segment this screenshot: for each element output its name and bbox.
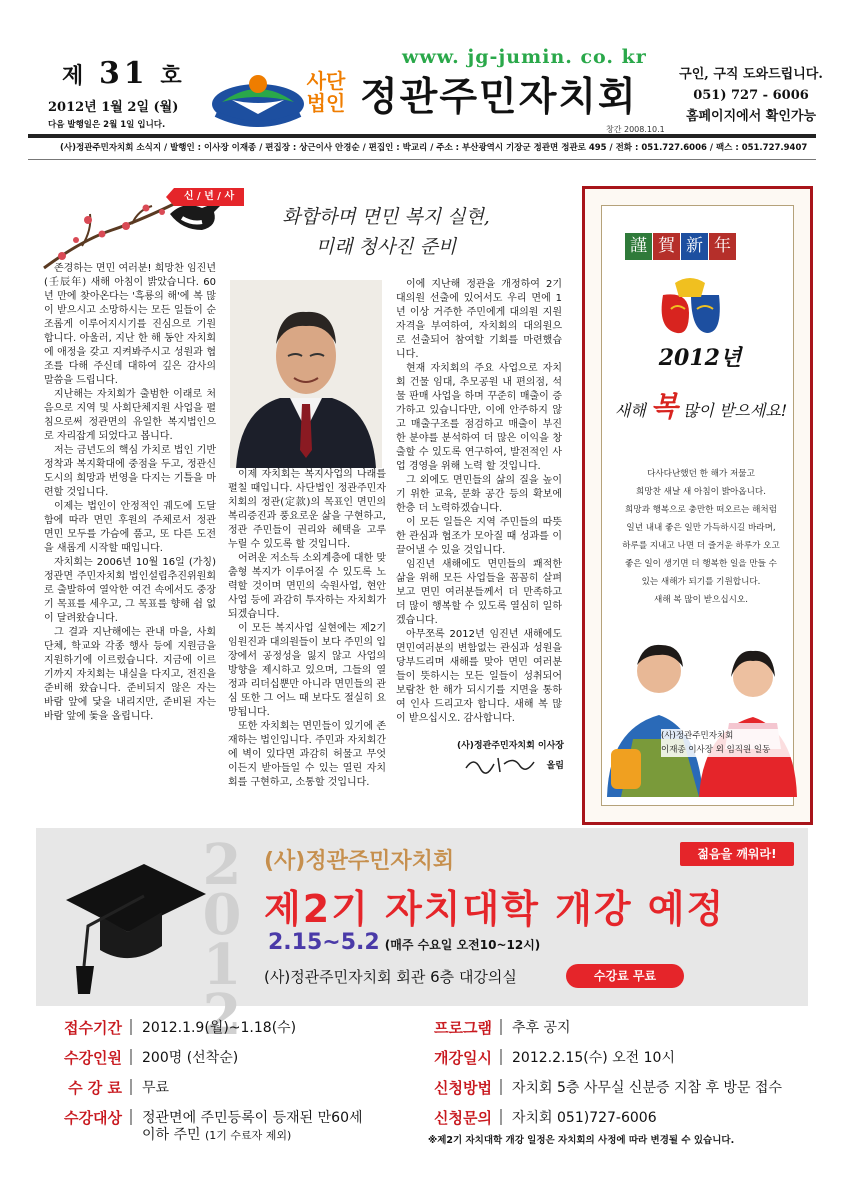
info-value: 200명 (선착순) (142, 1050, 239, 1066)
info-row (42, 1042, 363, 1072)
article-column-1 (44, 262, 216, 724)
section-tag: 신 / 년 / 사 (174, 188, 244, 206)
free-tuition-badge: 수강료 무료 (566, 964, 684, 988)
issue-number-value: 31 (98, 56, 149, 91)
card-sign-staff: 이재종 이사장 외 임직원 일동 (661, 745, 771, 755)
paragraph: 이 모든 복지사업 실현에는 제2기 임원진과 대의원들이 보다 주민의 입장에서 공정성을 잃지 않고 사업의 방향을 제시하고 있으며, 그들의 열정과 리더십뿐만 아니라 면민들의 관심 또한 그 어느 때 보다도 절실히 요망됩니다. (228, 623, 386, 718)
signature-suffix: 올림 (546, 761, 564, 771)
lucky-pouch-icon (655, 273, 725, 335)
banner-org: (사)정관주민자치회 (264, 849, 455, 874)
info-divider (500, 1049, 502, 1065)
poem-line: 좋은 일이 생기면 더 행복한 일을 만들 수 (625, 559, 777, 569)
schedule: (매주 수요일 오전10~12시) (384, 938, 541, 952)
graduation-cap-icon (66, 846, 206, 996)
poem-line: 있는 새해가 되기를 기원합니다. (641, 577, 761, 587)
org-name-title: 정관주민자치회 (360, 75, 638, 120)
info-value: 자치회 051)727-6006 (512, 1110, 657, 1126)
info-divider (130, 1049, 132, 1065)
card-greeting (611, 385, 791, 425)
hanbok-couple-illustration (603, 619, 799, 797)
card-poem (603, 465, 799, 609)
info-label: 수강대상 (64, 1108, 122, 1127)
article-headline (236, 202, 536, 262)
org-type-line2: 법인 (306, 91, 346, 115)
info-value: 자치회 5층 사무실 신분증 지참 후 방문 접수 (512, 1080, 782, 1096)
info-value: 추후 공지 (512, 1020, 571, 1036)
info-divider (130, 1019, 132, 1035)
year-vertical-text (186, 832, 258, 1048)
card-signature (661, 729, 791, 757)
headline-line1: 화합하며 면민 복지 실현, (282, 206, 490, 228)
info-row (412, 1072, 782, 1102)
info-label: 신청문의 (434, 1108, 492, 1127)
chairman-photo (230, 280, 382, 468)
year-vertical: 2012 (202, 832, 242, 1048)
org-type-line1: 사단 (306, 69, 346, 93)
paragraph: 존경하는 면민 여러분! 희망찬 임진년(壬辰年) 새해 아침이 밝았습니다. 60년 만에 찾아온다는 '흑룡의 해'에 복 많이 받으시고 소망하시는 모든 일들이 순조롭게 이루어지시기를 진심으로 기원합니다. 아울러, 지난 한 해 동안 자치회에 애정을 갖고 지켜봐주시고 성원과 협조를 다해 주신데 대하여 깊은 감사의 말씀을 드립니다. (44, 263, 216, 386)
hanja-char: 賀 (653, 233, 680, 260)
paragraph: 자치회는 2006년 10월 16일 (가칭) 정관면 주민자치회 법인설립추진위원회로 출발하여 열악한 여건 속에서도 중장기 목표를 세우고, 그 목표를 향해 쉼 없이 달려왔습니다. (44, 557, 216, 624)
info-divider (130, 1109, 132, 1125)
job-promo-box (678, 64, 824, 127)
issue-number (62, 56, 186, 91)
info-label: 개강일시 (434, 1048, 492, 1067)
paragraph: 아무쪼록 2012년 임진년 새해에도 면민여러분의 변함없는 관심과 성원을 당부드리며 새해를 맞아 면민 여러분들이 뜻하시는 모든 일들이 성취되어 보람찬 한 해가 되시기를 지면을 통하여 인사 드리고자 합니다. 새해 복 많이 받으십시오. 감사합니다. (396, 629, 562, 724)
poem-line: 희망찬 새날 새 아침이 밝아옵니다. (636, 487, 766, 497)
paragraph: 현재 자치회의 주요 사업으로 자치회 건물 임대, 추모공원 내 편의점, 석물 판매 사업을 하며 꾸준히 매출이 증가하고 있습니다만, 이에 안주하지 않고 매출구조를 점검하고 매출이 부진한 분야를 분석하여 더 많은 이익을 창출할 수 있도록 연구하여, 발전적인 사업 경영을 위해 노력 할 것입니다. (396, 363, 562, 472)
card-year: 2012년 (658, 345, 742, 371)
paragraph: 그 결과 지난해에는 관내 마을, 사회단체, 학교와 각종 행사 등에 지원금을 지원하기에 이르렀습니다. 지금에 이르기까지 자치회는 내실을 다지고, 전진을 준비해 왔습니다. 준비되지 않은 자는 바람 앞에 닻을 내리지만, 준비된 자는 바람 앞에 돛을 올립니다. (44, 627, 216, 722)
info-divider (500, 1079, 502, 1095)
info-value: 2012.1.9(월)~1.18(수) (142, 1020, 297, 1036)
banner-title: 제2기 자치대학 개강 예정 (264, 887, 726, 931)
poem-line: 희망과 행복으로 충만한 떠오르는 해처럼 (624, 505, 778, 515)
poem-line: 하루를 지내고 나면 더 즐거운 하루가 오고 (622, 541, 780, 551)
info-label: 접수기간 (64, 1018, 122, 1037)
handwritten-signature-icon (464, 754, 544, 776)
founded-date: 창간 2008.10.1 (606, 125, 665, 134)
info-list-left (42, 1012, 363, 1145)
promo-line3: 홈페이지에서 확인가능 (685, 109, 817, 124)
schedule-change-note: ※제2기 자치대학 개강 일정은 자치회의 사정에 따라 변경될 수 있습니다. (428, 1135, 735, 1146)
info-list-right (412, 1012, 782, 1132)
info-value: 정관면에 주민등록이 등재된 만60세 (142, 1110, 363, 1126)
paragraph: 이제 자치회는 복지사업의 나래를 펼칠 때입니다. 사단법인 정관주민자치회의 정관(定款)의 목표인 면민의 복리증진과 풍요로운 삶을 구현하고, 정관 주민들이 권리와 혜택을 고루 누릴 수 있도록 할 것입니다. (228, 469, 386, 550)
info-row (42, 1012, 363, 1042)
portrait-illustration (230, 280, 382, 468)
banner-badge: 젊음을 깨워라! (680, 842, 794, 866)
info-value-line2: 이하 주민 (142, 1127, 201, 1143)
masthead-divider-thin (28, 159, 816, 160)
poem-line: 새해 복 많이 받으십시오. (654, 595, 748, 605)
info-value-sub: (1기 수료자 제외) (205, 1129, 292, 1142)
greeting-bok: 복 (650, 390, 678, 423)
banner-dates (268, 930, 540, 955)
info-row (42, 1072, 363, 1102)
org-logo-icon (208, 70, 308, 132)
publisher-info: (사)정관주민자치회 소식지 / 발행인 : 이사장 이재종 / 편집장 : 상근이사 안경순 / 편집인 : 박교리 / 주소 : 부산광역시 기장군 정관면 정관로 495 / 전화 : 051.727.6006 / 팩스 : 051.727.9407 (60, 143, 808, 153)
info-divider (500, 1019, 502, 1035)
banner-venue: (사)정관주민자치회 회관 6층 대강의실 (264, 968, 517, 986)
greeting-pre: 새해 (614, 401, 646, 420)
issue-prefix: 제 (62, 63, 88, 89)
paragraph: 어려운 저소득 소외계층에 대한 맞춤형 복지가 이루어질 수 있도록 노력할 것이며 면민의 숙원사업, 현안사업 등에 과감히 투자하는 자치회가 되겠습니다. (228, 553, 386, 620)
info-label: 수 강 료 (68, 1078, 122, 1097)
article-column-3 (396, 278, 562, 726)
autonomy-college-banner (36, 828, 808, 1182)
paragraph: 저는 금년도의 핵심 가치로 법인 기반 정착과 복지확대에 중점을 두고, 정관신도시의 희망과 번영을 다지는 기틀을 마련할 것입니다. (44, 445, 216, 498)
paragraph: 지난해는 자치회가 출범한 이래로 처음으로 지역 및 사회단체지원 사업을 펼침으로써 정관면의 유일한 복지법인으로 자리잡게 되었다고 봅니다. (44, 389, 216, 442)
greeting-post: 많이 받으세요! (682, 401, 788, 420)
info-label: 수강인원 (64, 1048, 122, 1067)
info-row (412, 1042, 782, 1072)
poem-line: 다사다난했던 한 해가 저물고 (647, 469, 755, 479)
article-column-2 (228, 468, 386, 790)
info-label: 신청방법 (434, 1078, 492, 1097)
masthead-divider (28, 134, 816, 138)
next-issue-note: 다음 발행일은 2월 1일 입니다. (48, 120, 166, 130)
issue-suffix: 호 (160, 63, 186, 89)
masthead (0, 0, 842, 168)
promo-line1: 구인, 구직 도와드립니다. (679, 67, 823, 82)
info-value: 무료 (142, 1080, 170, 1096)
hanja-char: 新 (681, 233, 708, 260)
paragraph: 이 모든 일들은 지역 주민들의 따뜻한 관심과 협조가 모아질 때 성과를 이끌어낼 수 있을 것입니다. (396, 517, 562, 556)
card-hanja-title (625, 233, 737, 260)
card-sign-org: (사)정관주민자치회 (661, 731, 734, 741)
org-type-label (296, 70, 356, 114)
poem-line: 일년 내내 좋은 일만 가득하시길 바라며, (626, 523, 776, 533)
signature (440, 754, 564, 776)
date-range: 2.15~5.2 (268, 930, 380, 955)
new-year-greeting-card (582, 186, 813, 825)
info-row (412, 1102, 782, 1132)
info-row (412, 1012, 782, 1042)
info-value: 2012.2.15(수) 오전 10시 (512, 1050, 675, 1066)
signature-org: (사)정관주민자치회 이사장 (457, 741, 564, 751)
website-link[interactable]: www. jg-jumin. co. kr (402, 46, 647, 68)
info-label: 프로그램 (434, 1018, 492, 1037)
paragraph: 또한 자치회는 면민들이 있기에 존재하는 법인입니다. 주민과 자치회간에 벽이 있다면 과감히 허물고 무엇이든지 받아들일 수 있는 열린 자치회를 구현하고, 소통할 것입니다. (228, 721, 386, 788)
hanja-char: 謹 (625, 233, 652, 260)
paragraph: 이제는 법인이 안정적인 궤도에 도달함에 따라 면민 후원의 주체로서 정관 면민 모두를 가슴에 품고, 또 다른 도전을 새롭게 시작할 때입니다. (44, 501, 216, 554)
info-value-continued (42, 1126, 363, 1145)
paragraph: 이에 지난해 정관을 개정하여 2기 대의원 선출에 있어서도 우리 면에 1년 이상 거주한 주민에게 대의원 지원 자격을 부여하여, 자치회의 대의원으로 선출되어 참여할 기회를 마련했습니다. (396, 279, 562, 360)
issue-date: 2012년 1월 2일 (월) (48, 100, 179, 115)
headline-line2: 미래 청사진 준비 (315, 236, 457, 258)
info-divider (130, 1079, 132, 1095)
promo-phone: 051) 727 - 6006 (693, 88, 809, 103)
paragraph: 임진년 새해에도 면민들의 쾌적한 삶을 위해 모든 사업들을 꼼꼼히 살펴보고 면민 여러분들께서 더 만족하고 더 많이 행복할 수 있도록 열심히 일하겠습니다. (396, 559, 562, 626)
paragraph: 그 외에도 면민들의 삶의 질을 높이기 위한 교육, 문화 공간 등의 확보에 한층 더 노력하겠습니다. (396, 475, 562, 514)
info-divider (500, 1109, 502, 1125)
hanja-char: 年 (709, 233, 736, 260)
